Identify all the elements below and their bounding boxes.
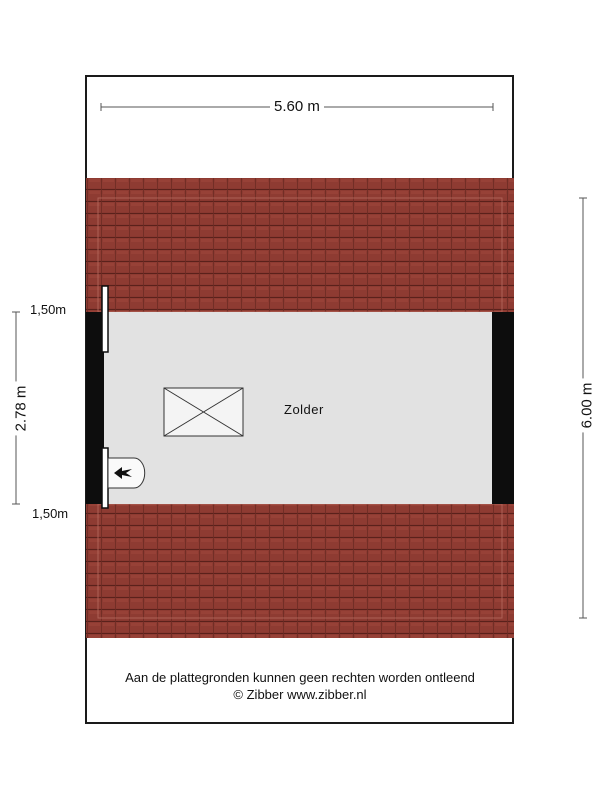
skylight-cross-icon (164, 388, 243, 436)
window-lower (102, 448, 108, 508)
room-name-label: Zolder (284, 402, 324, 417)
width-label: 5.60 m (270, 98, 324, 115)
wall-right (492, 312, 514, 504)
roof-lower (86, 504, 514, 638)
knee-height-lower-label: 1,50m (32, 506, 69, 521)
height-right-label: 6.00 m (578, 379, 595, 433)
disclaimer-text: Aan de plattegronden kunnen geen rechten worden ontleend (125, 670, 475, 685)
roof-upper (86, 178, 514, 312)
knee-height-upper-label: 1,50m (30, 302, 67, 317)
window-upper (102, 286, 108, 352)
stair-arrow-icon (108, 458, 145, 488)
copyright-text: © Zibber www.zibber.nl (233, 687, 367, 702)
height-left-label: 2.78 m (12, 382, 29, 436)
